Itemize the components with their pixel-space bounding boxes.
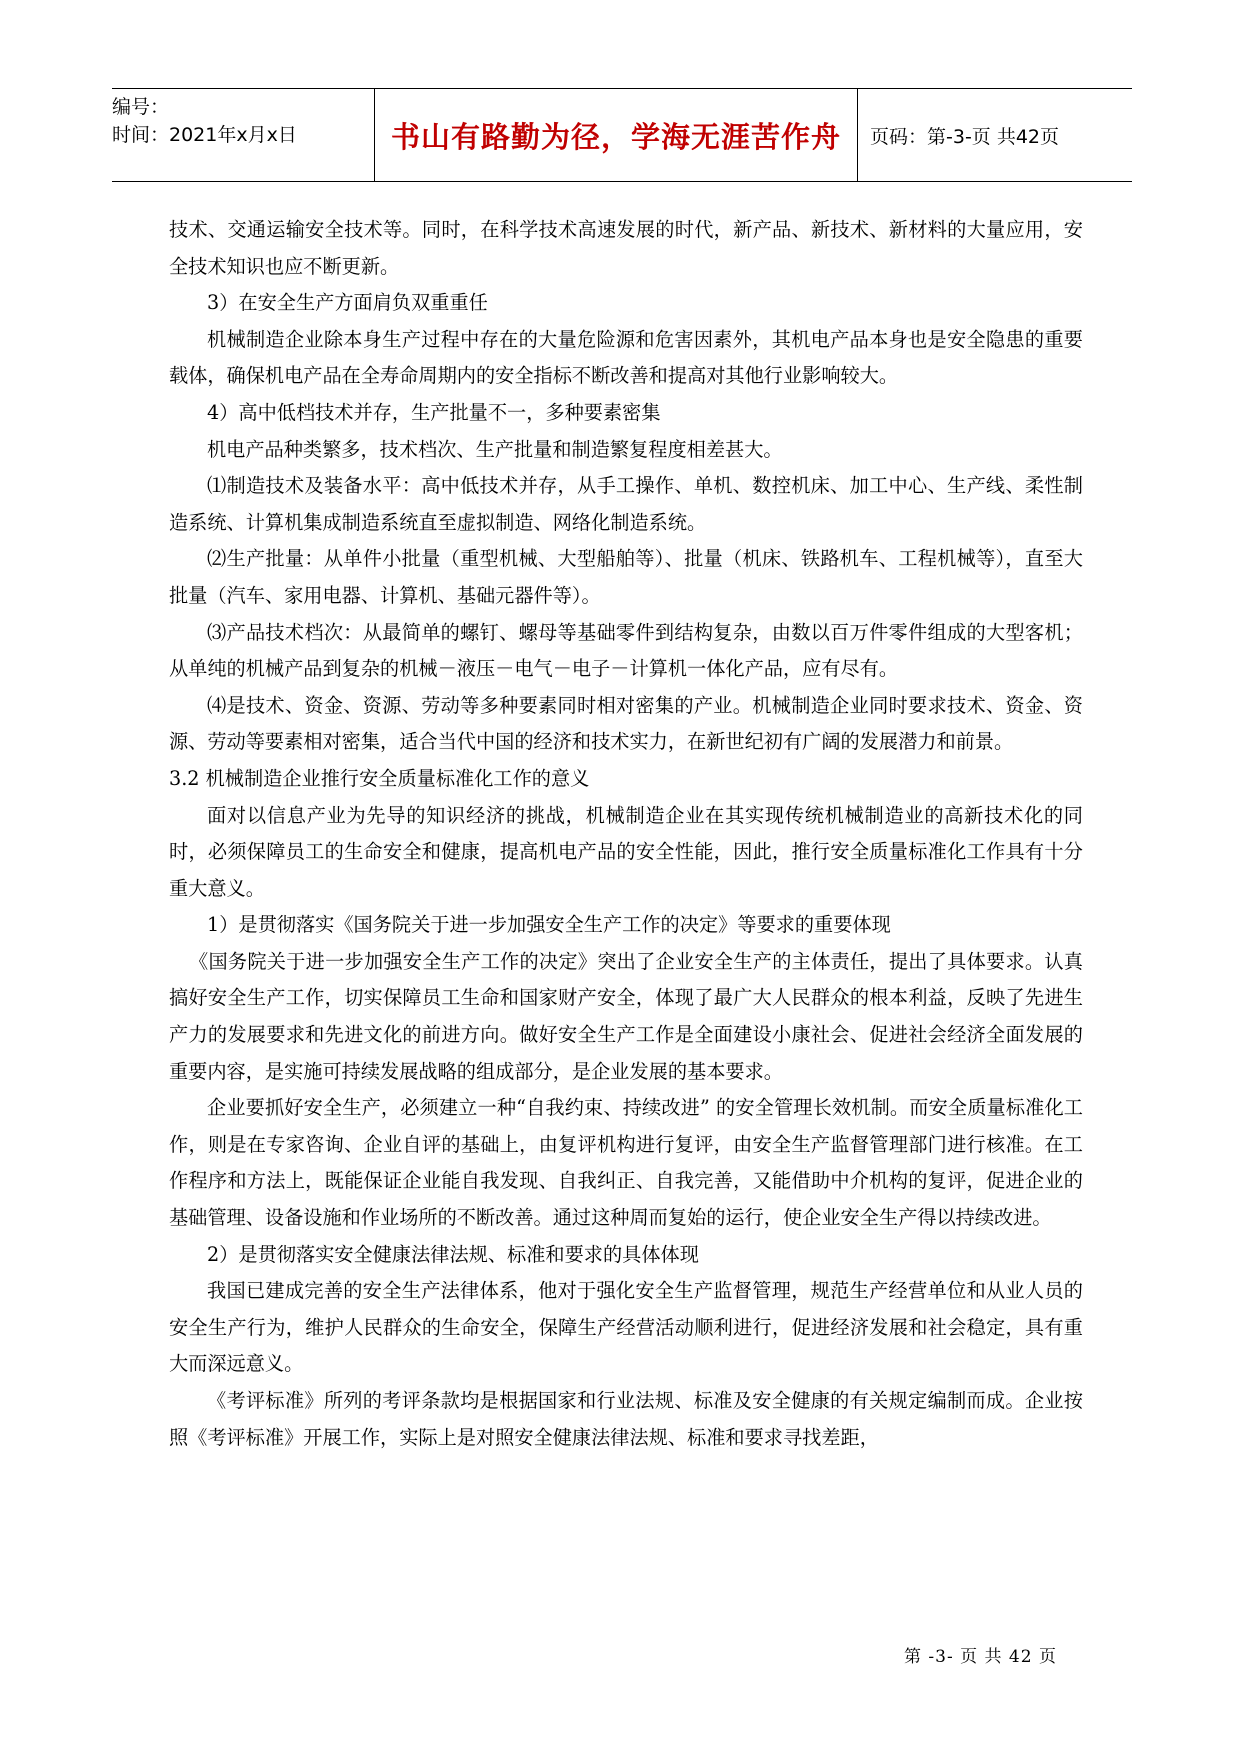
subheading: 1）是贯彻落实《国务院关于进一步加强安全生产工作的决定》等要求的重要体现 xyxy=(207,913,891,937)
number-label: 编号： xyxy=(112,96,170,118)
paragraph: 《考评标准》所列的考评条款均是根据国家和行业法规、标准及安全健康的有关规定编制而成。企业按照《考评标准》开展工作，实际上是对照安全健康法律法规、标准和要求寻找差距， xyxy=(169,1389,1083,1449)
paragraph: 面对以信息产业为先导的知识经济的挑战，机械制造企业在其实现传统机械制造业的高新技术化的同时，必须保障员工的生命安全和健康，提高机电产品的安全性能，因此，推行安全质量标准化工作具有十分重大意义。 xyxy=(169,803,1083,900)
paragraph: 技术、交通运输安全技术等。同时，在科学技术高速发展的时代，新产品、新技术、新材料的大量应用，安全技术知识也应不断更新。 xyxy=(169,218,1083,278)
document-body xyxy=(169,212,1083,1456)
list-item: ⑶产品技术档次：从最简单的螺钉、螺母等基础零件到结构复杂，由数以百万件零件组成的大型客机；从单纯的机械产品到复杂的机械－液压－电气－电子－计算机一体化产品，应有尽有。 xyxy=(169,620,1083,681)
paragraph: 机械制造企业除本身生产过程中存在的大量危险源和危害因素外，其机电产品本身也是安全隐患的重要载体，确保机电产品在全寿命周期内的安全指标不断改善和提高对其他行业影响较大。 xyxy=(169,327,1083,388)
page-footer: 第 -3- 页 共 42 页 xyxy=(904,1647,1057,1667)
list-item: ⑷是技术、资金、资源、劳动等多种要素同时相对密集的产业。机械制造企业同时要求技术、资金、资源、劳动等要素相对密集，适合当代中国的经济和技术实力，在新世纪初有广阔的发展潜力和前景。 xyxy=(169,693,1083,754)
subheading: 2）是贯彻落实安全健康法律法规、标准和要求的具体体现 xyxy=(207,1242,699,1266)
list-item: ⑵生产批量：从单件小批量（重型机械、大型船舶等）、批量（机床、铁路机车、工程机械等），直至大批量（汽车、家用电器、计算机、基础元器件等）。 xyxy=(169,547,1083,607)
paragraph: 《国务院关于进一步加强安全生产工作的决定》突出了企业安全生产的主体责任，提出了具体要求。认真搞好安全生产工作，切实保障员工生命和国家财产安全，体现了最广大人民群众的根本利益，反映了先进生产力的发展要求和先进文化的前进方向。做好安全生产工作是全面建设小康社会、促进社会经济全面发展的重要内容，是实施可持续发展战略的组成部分，是企业发展的基本要求。 xyxy=(169,949,1083,1083)
paragraph: 我国已建成完善的安全生产法律体系，他对于强化安全生产监督管理，规范生产经营单位和从业人员的安全生产行为，维护人民群众的生命安全，保障生产经营活动顺利进行，促进经济发展和社会稳定，具有重大而深远意义。 xyxy=(169,1279,1083,1376)
header-motto: 书山有路勤为径，学海无涯苦作舟 xyxy=(374,89,858,181)
section-heading: 3.2 机械制造企业推行安全质量标准化工作的意义 xyxy=(169,766,590,790)
header-page-label: 页码：第-3-页 共42页 xyxy=(870,125,1060,148)
subheading: 4）高中低档技术并存，生产批量不一，多种要素密集 xyxy=(207,400,661,424)
list-item: ⑴制造技术及装备水平：高中低技术并存，从手工操作、单机、数控机床、加工中心、生产线、柔性制造系统、计算机集成制造系统直至虚拟制造、网络化制造系统。 xyxy=(169,474,1083,534)
paragraph: 企业要抓好安全生产，必须建立一种“自我约束、持续改进” 的安全管理长效机制。而安全质量标准化工作，则是在专家咨询、企业自评的基础上，由复评机构进行复评，由安全生产监督管理部门进行核准。在工作程序和方法上，既能保证企业能自我发现、自我纠正、自我完善，又能借助中介机构的复评，促进企业的基础管理、设备设施和作业场所的不断改善。通过这种周而复始的运行，使企业安全生产得以持续改进。 xyxy=(169,1096,1083,1230)
header-meta xyxy=(112,89,372,181)
paragraph: 机电产品种类繁多，技术档次、生产批量和制造繁复程度相差甚大。 xyxy=(207,437,783,461)
time-label: 时间：2021年x月x日 xyxy=(112,124,297,146)
subheading: 3）在安全生产方面肩负双重重任 xyxy=(207,291,488,315)
page-header xyxy=(112,88,1132,182)
